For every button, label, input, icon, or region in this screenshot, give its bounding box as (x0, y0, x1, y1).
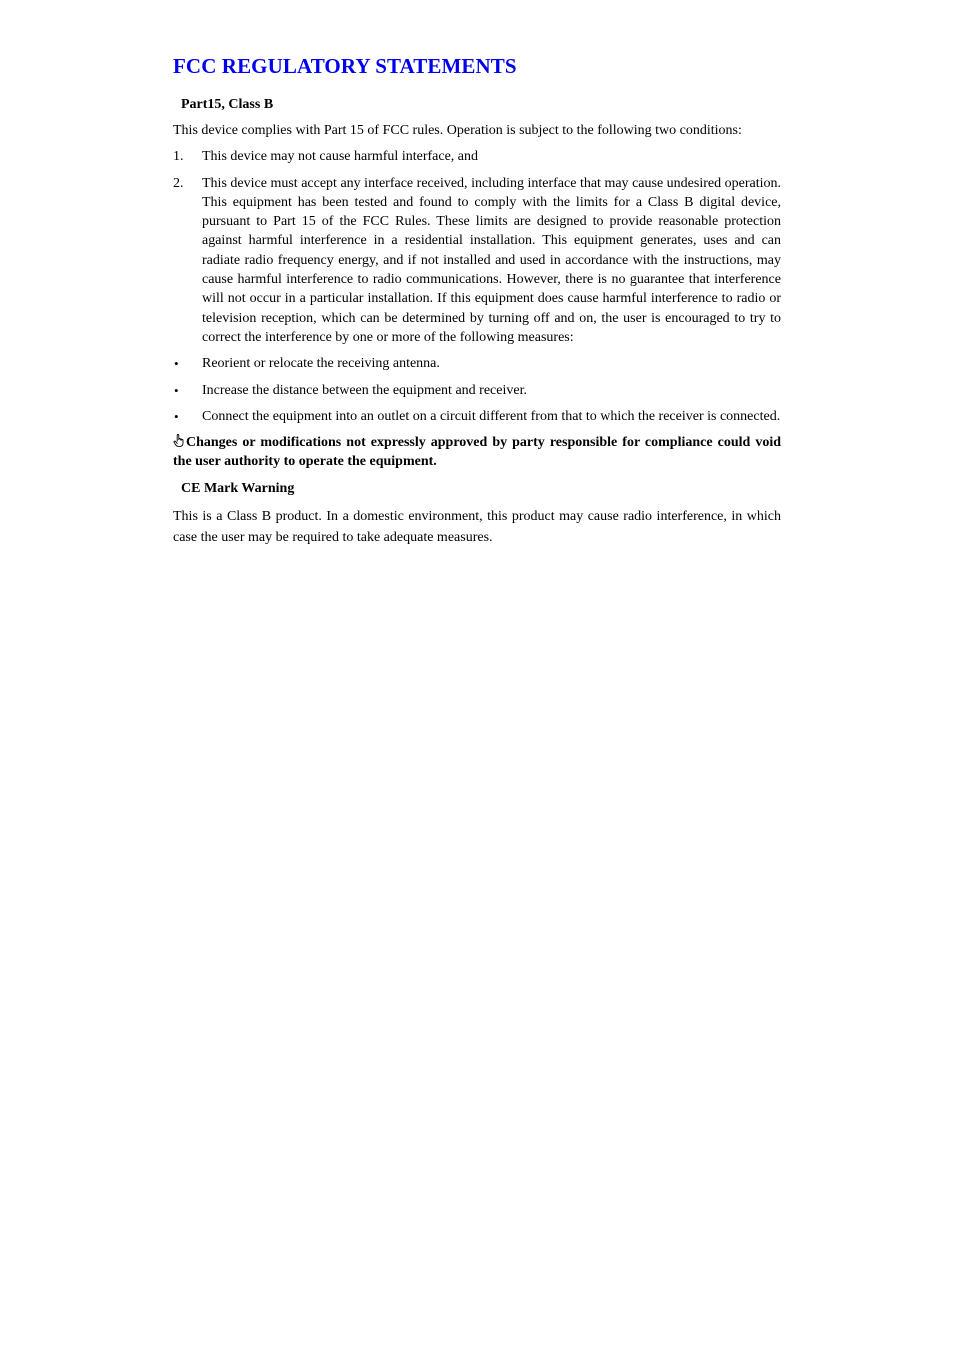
conditions-list (173, 147, 781, 347)
measure-text: Reorient or relocate the receiving antenna. (202, 356, 440, 372)
measure-text: Connect the equipment into an outlet on a circuit different from that to which the receiver is connected. (202, 408, 781, 424)
bullet-icon: • (174, 408, 179, 424)
list-item (173, 354, 781, 373)
document-page (173, 52, 781, 548)
bullet-icon: • (174, 356, 179, 372)
list-item (173, 407, 781, 426)
part15-heading: Part15, Class B (181, 97, 274, 112)
measures-list (173, 354, 781, 426)
ce-text: This is a Class B product. In a domestic environment, this product may cause radio interference, in which case the user may be required to take adequate measures. (173, 508, 781, 545)
compliance-warning (173, 433, 781, 472)
measure-text: Increase the distance between the equipment and receiver. (202, 382, 527, 398)
condition-text: This device must accept any interface received, including interface that may cause undesired operation. This equipment has been tested and found to comply with the limits for a Class B digital device, pursuant to Part 15 of the FCC Rules. These limits are designed to provide reasonable protection against harmful interference in a residential installation. This equipment generates, uses and can radiate radio frequency energy, and if not installed and used in accordance with the instructions, may cause harmful interference to radio communications. However, there is no guarantee that interference will not occur in a particular installation. If this equipment does cause harmful interference to radio or television reception, which can be determined by turning off and on, the user is encouraged to try to correct the interference by one or more of the following measures: (202, 175, 781, 345)
list-number: 1. (173, 149, 184, 165)
list-item (173, 174, 781, 348)
list-item (173, 147, 781, 166)
part15-intro: This device complies with Part 15 of FCC rules. Operation is subject to the following two conditions: (173, 123, 742, 138)
list-item (173, 381, 781, 400)
warning-text: Changes or modifications not expressly approved by party responsible for compliance could void the user authority to operate the equipment. (173, 435, 781, 470)
pointing-hand-icon (173, 434, 184, 447)
bullet-icon: • (174, 382, 179, 398)
ce-heading: CE Mark Warning (181, 480, 295, 496)
list-number: 2. (173, 175, 184, 191)
condition-text: This device may not cause harmful interface, and (202, 149, 478, 165)
page-title: FCC REGULATORY STATEMENTS (173, 54, 517, 78)
